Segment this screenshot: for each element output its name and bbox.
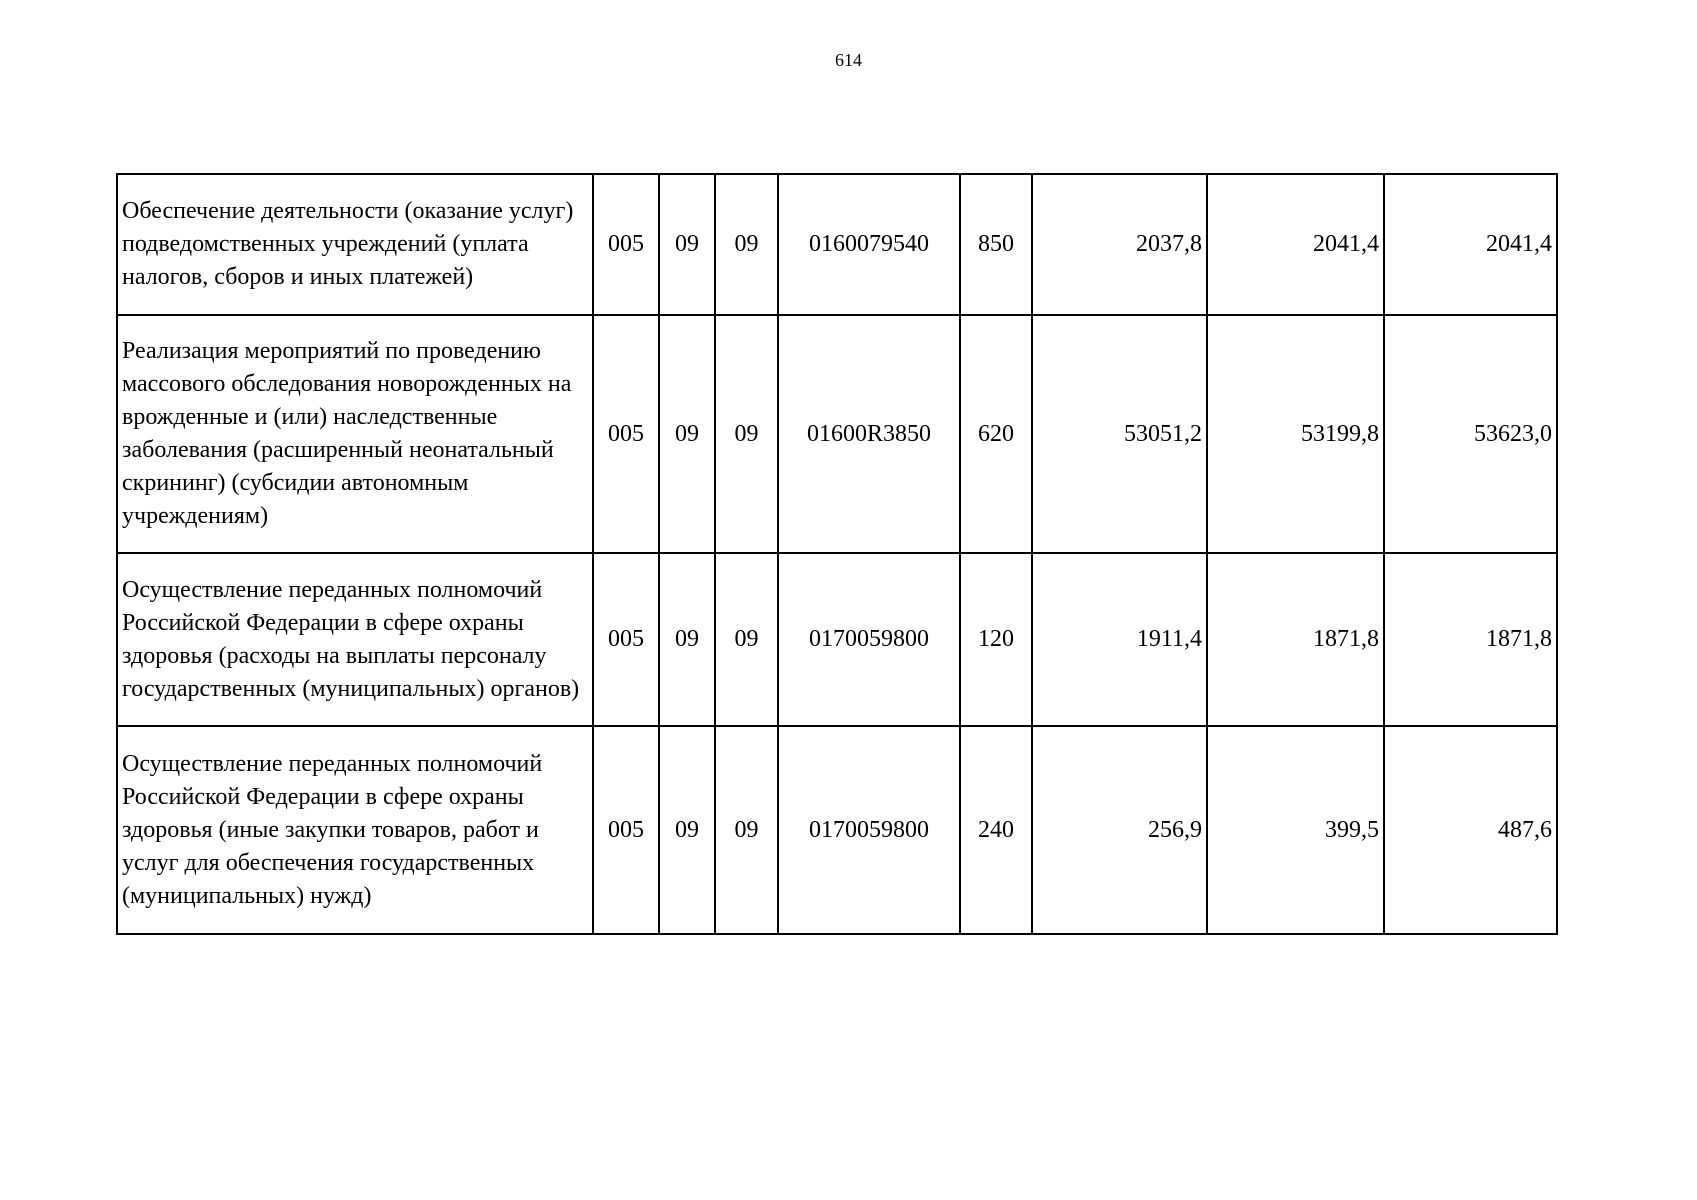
amount-2: 53199,8: [1207, 315, 1384, 553]
ministry-code: 005: [593, 553, 659, 726]
amount-3: 487,6: [1384, 726, 1557, 934]
amount-1: 256,9: [1032, 726, 1207, 934]
target-article-code: 0170059800: [778, 553, 960, 726]
table-row: [117, 315, 1557, 553]
target-article-code: 0170059800: [778, 726, 960, 934]
row-description: Обеспечение деятельности (оказание услуг) подведомственных учреждений (уплата налогов, сборов и иных платежей): [117, 174, 593, 315]
row-description: Осуществление переданных полномочий Российской Федерации в сфере охраны здоровья (расходы на выплаты персоналу государственных (муниципальных) органов): [117, 553, 593, 726]
subsection-code: 09: [715, 553, 778, 726]
target-article-code: 01600R3850: [778, 315, 960, 553]
amount-1: 1911,4: [1032, 553, 1207, 726]
amount-2: 399,5: [1207, 726, 1384, 934]
table-row: [117, 174, 1557, 315]
section-code: 09: [659, 174, 715, 315]
amount-2: 1871,8: [1207, 553, 1384, 726]
subsection-code: 09: [715, 315, 778, 553]
amount-3: 1871,8: [1384, 553, 1557, 726]
expense-type-code: 240: [960, 726, 1032, 934]
expense-type-code: 120: [960, 553, 1032, 726]
amount-2: 2041,4: [1207, 174, 1384, 315]
amount-1: 53051,2: [1032, 315, 1207, 553]
amount-1: 2037,8: [1032, 174, 1207, 315]
table-row: [117, 726, 1557, 934]
table-row: [117, 553, 1557, 726]
row-description: Реализация мероприятий по проведению массового обследования новорожденных на врожденные и (или) наследственные заболевания (расширенный неонатальный скрининг) (субсидии автономным учреждениям): [117, 315, 593, 553]
ministry-code: 005: [593, 315, 659, 553]
section-code: 09: [659, 553, 715, 726]
budget-table: [116, 173, 1558, 935]
amount-3: 2041,4: [1384, 174, 1557, 315]
ministry-code: 005: [593, 174, 659, 315]
target-article-code: 0160079540: [778, 174, 960, 315]
subsection-code: 09: [715, 726, 778, 934]
page-number: 614: [835, 50, 862, 70]
section-code: 09: [659, 726, 715, 934]
expense-type-code: 850: [960, 174, 1032, 315]
section-code: 09: [659, 315, 715, 553]
subsection-code: 09: [715, 174, 778, 315]
row-description: Осуществление переданных полномочий Российской Федерации в сфере охраны здоровья (иные закупки товаров, работ и услуг для обеспечения государственных (муниципальных) нужд): [117, 726, 593, 934]
expense-type-code: 620: [960, 315, 1032, 553]
ministry-code: 005: [593, 726, 659, 934]
amount-3: 53623,0: [1384, 315, 1557, 553]
